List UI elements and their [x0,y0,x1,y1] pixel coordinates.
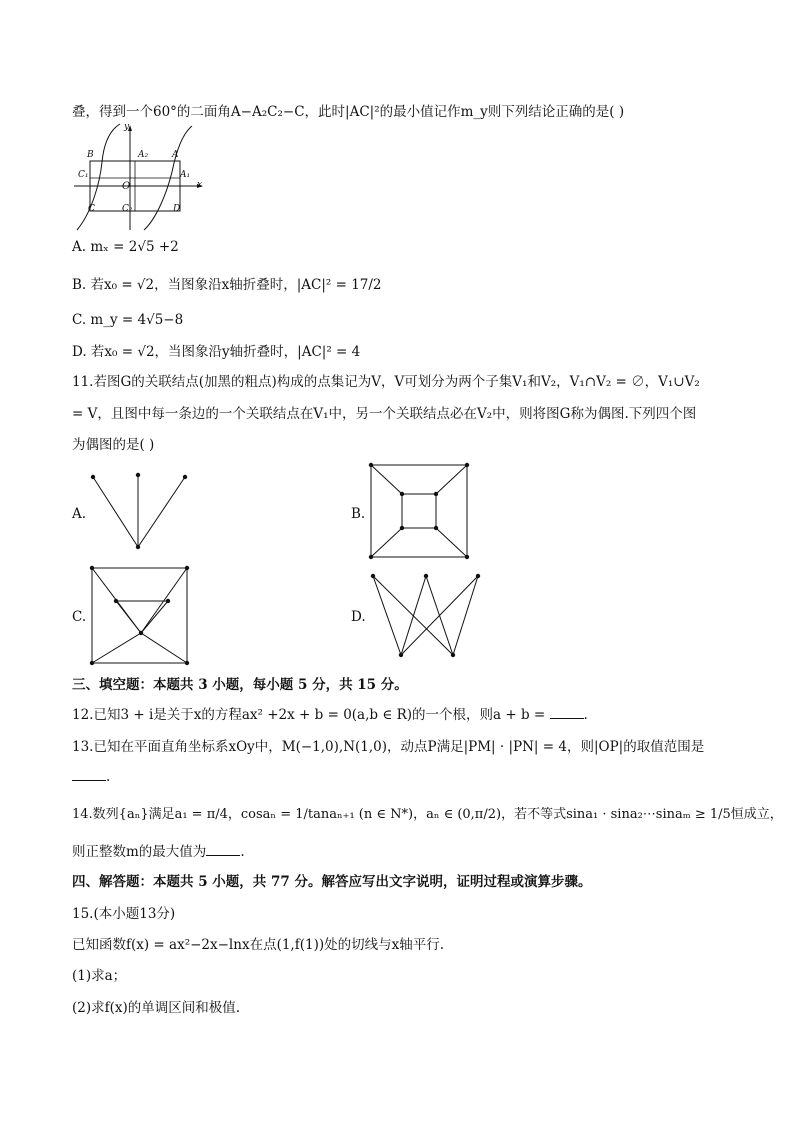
q13-answer-blank[interactable] [72,768,106,781]
figure-label-A2: A₂ [138,150,149,160]
graph-b [365,460,475,565]
graph-c [86,563,196,668]
q15-part2: (2)求f(x)的单调区间和极值. [72,1000,241,1016]
graph-a-label: A. [72,506,87,522]
q12-answer-blank[interactable] [550,706,584,719]
section3-heading: 三、填空题：本题共 3 小题，每小题 5 分，共 15 分。 [72,677,408,693]
figure-label-C1: C₁ [78,170,89,180]
figure-label-O: O [122,181,131,192]
q10-figure [72,122,212,232]
q10-intro: 叠，得到一个60°的二面角A−A₂C₂−C，此时|AC|²的最小值记作m_y则下列结论正确的是( ) [72,104,625,120]
graph-d-label: D. [351,609,366,625]
q11-line1: 11.若图G的关联结点(加黑的粗点)构成的点集记为V，V可划分为两个子集V₁和V₂，V₁∩V₂ = ∅，V₁∪V₂ [72,374,700,390]
figure-label-C2: C₂ [122,204,133,214]
q10-option-a: A. mₓ = 2√5 +2 [72,239,179,255]
q13-line2 [72,768,110,786]
figure-label-A: A [172,150,179,160]
q13-tail: . [106,769,111,785]
q15-stem: 已知函数f(x) = ax²−2x−lnx在点(1,f(1))处的切线与x轴平行. [72,937,445,953]
q14-stem: 则正整数m的最大值为 [72,844,207,860]
q12-stem: 12.已知3 + i是关于x的方程ax² +2x + b = 0(a,b ∈ R)的一个根，则a + b = [72,707,550,723]
q10-option-b: B. 若x₀ = √2，当图象沿x轴折叠时，|AC|² = 17/2 [72,277,382,293]
figure-label-x: x [197,180,203,190]
q14-tail: . [240,844,245,860]
q10-option-c: C. m_y = 4√5−8 [72,312,184,328]
q11-line3: 为偶图的是( ) [72,437,155,453]
figure-label-C: C [88,204,95,214]
q12-text [72,706,588,724]
q13-line1: 13.已知在平面直角坐标系xOy中，M(−1,0),N(1,0)，动点P满足|PM| · |PN| = 4，则|OP|的取值范围是 [72,739,705,755]
figure-label-D: D [173,204,181,214]
figure-label-A1: A₁ [180,170,191,180]
graph-d [366,570,486,662]
q15-title: 15.(本小题13分) [72,906,176,922]
graph-b-label: B. [351,506,366,522]
q11-line2: = V，且图中每一条边的一个关联结点在V₁中，另一个关联结点必在V₂中，则将图G称为偶图.下列四个图 [72,406,697,422]
q14-line2 [72,843,245,861]
figure-label-B: B [87,150,94,160]
q10-option-d: D. 若x₀ = √2，当图象沿y轴折叠时，|AC|² = 4 [72,344,361,360]
q14-answer-blank[interactable] [206,843,240,856]
q12-tail: . [583,707,588,723]
section4-heading: 四、解答题：本题共 5 小题，共 77 分。解答应写出文字说明，证明过程或演算步骤。 [72,874,592,890]
q15-part1: (1)求a； [72,968,127,984]
graph-a [85,470,195,555]
figure-label-y: y [124,122,130,132]
graph-c-label: C. [72,609,87,625]
q14-line1: 14.数列{aₙ}满足a₁ = π/4，cosaₙ = 1/tanaₙ₊₁ (n ∈ N*)，aₙ ∈ (0,π/2)，若不等式sina₁ · sina₂⋯sinaₘ ≥ 1/5恒成立， [72,807,783,822]
